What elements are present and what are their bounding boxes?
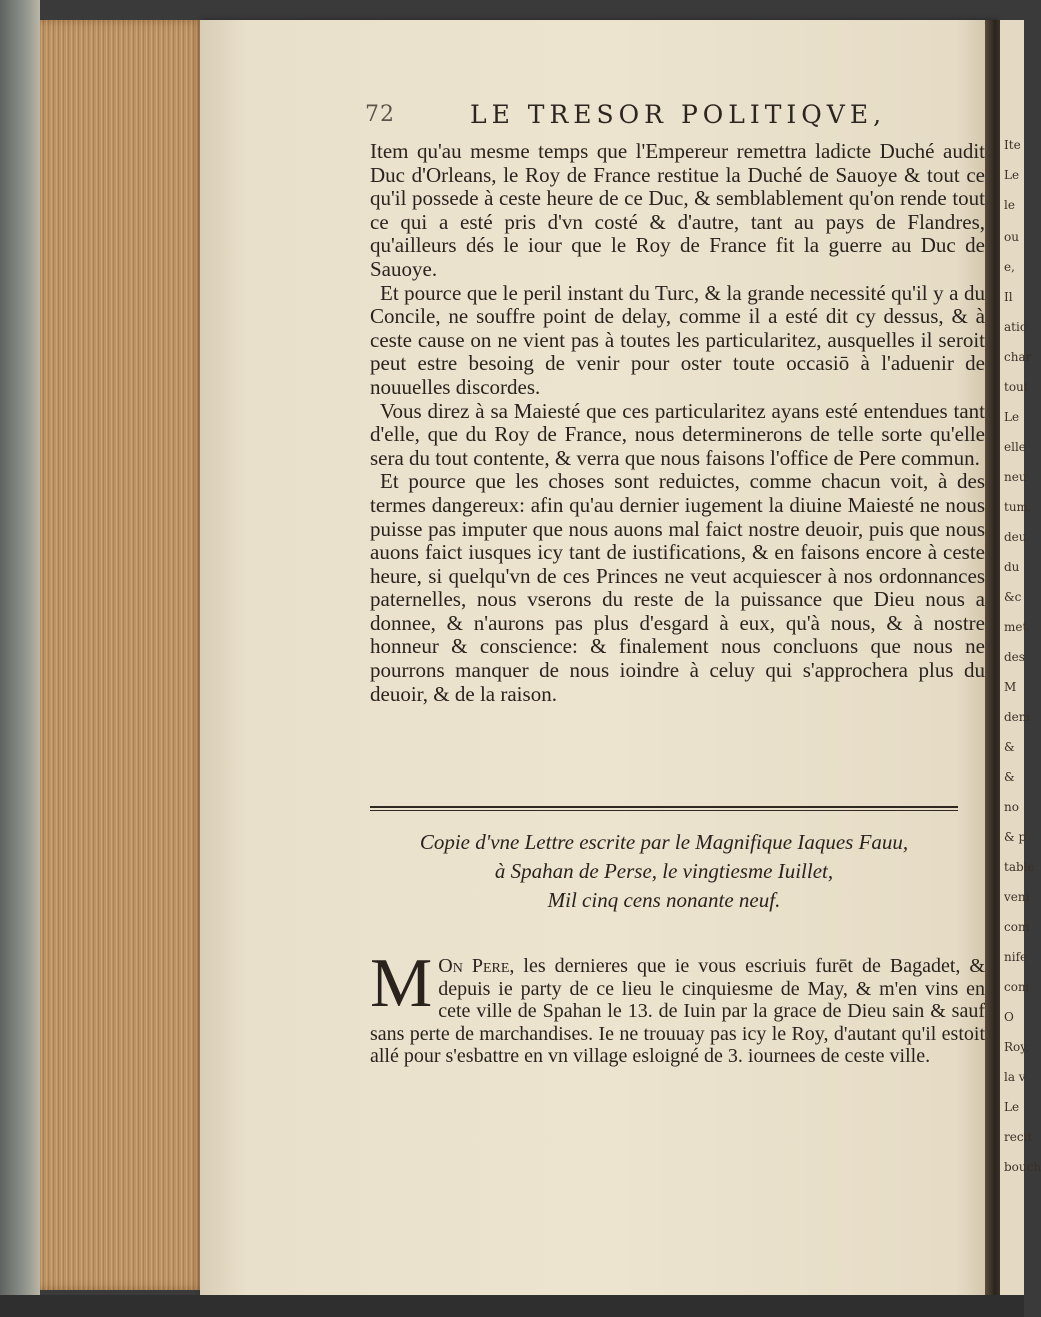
margin-fragment: veni	[1004, 890, 1030, 904]
paragraph: Item qu'au mesme temps que l'Empereur remettra ladicte Duché audit Duc d'Orleans, le Roy de France restitue la Duché de Sauoye & tout ce qu'il possede à ceste heure de ce Duc, & semblablement qu'on rende tout ce qui a esté pris d'vn costé & d'autre, tant au pays de Flandres, qu'ailleurs dés le iour que le Roy de France fit la guerre au Duc de Sauoye.	[370, 139, 985, 281]
margin-fragment: no	[1004, 800, 1019, 814]
paragraph: Vous direz à sa Maiesté que ces particularitez ayans esté entendues tant d'elle, que du Roy de France, nous determinerons de telle sorte qu'elle sera du tout contente, & verra que nous faisons l'office de Pere commun.	[370, 398, 985, 470]
margin-fragment: recit	[1004, 1130, 1033, 1144]
margin-fragment: table	[1004, 860, 1035, 874]
margin-fragment: atio	[1004, 320, 1028, 334]
right-page-fragment	[1000, 20, 1041, 1310]
heading-line: à Spahan de Perse, le vingtiesme Iuillet,	[494, 859, 834, 883]
margin-fragment: tum,	[1004, 500, 1032, 514]
margin-fragment: du	[1004, 560, 1020, 574]
margin-fragment: &	[1004, 740, 1015, 754]
margin-fragment: M	[1004, 680, 1017, 694]
scan-bottom-border	[0, 1295, 1024, 1317]
page-block-edges	[40, 20, 205, 1290]
section-rule	[370, 806, 958, 811]
letter-opening: On Pere,	[438, 955, 515, 977]
page-header	[365, 100, 985, 134]
margin-fragment: des	[1004, 650, 1025, 664]
margin-fragment: tout	[1004, 380, 1029, 394]
margin-fragment: Ite	[1004, 138, 1021, 152]
margin-fragment: met	[1004, 620, 1028, 634]
page-number: 72	[365, 102, 395, 127]
margin-fragment: Il	[1004, 290, 1013, 304]
margin-fragment: le	[1004, 198, 1015, 212]
margin-fragment: com	[1004, 980, 1030, 994]
heading-line: Copie d'vne Lettre escrite par le Magnifique Iaques Fauu,	[419, 830, 909, 854]
margin-fragment: &	[1004, 770, 1015, 784]
letter-body: les dernieres que ie vous escriuis furēt de Bagadet, & depuis ie party de ce lieu le cinquiesme de May, & m'en vins en cete ville de Spahan le 13. de Iuin par la grace de Dieu sain & sauf sans perte de marchandises. Ie ne trouuay pas icy le Roy, d'autant qu'il estoit allé pour s'esbattre en vn village esloigné de 3. iournees de ceste ville.	[370, 955, 985, 1068]
margin-fragment: Le	[1004, 410, 1020, 424]
letter-heading	[370, 828, 958, 915]
margin-fragment: neu	[1004, 470, 1027, 484]
margin-fragment: &c	[1004, 590, 1022, 604]
margin-fragment: char	[1004, 350, 1032, 364]
margin-fragment: dem	[1004, 710, 1031, 724]
margin-fragment: elle	[1004, 440, 1026, 454]
running-title: LE TRESOR POLITIQVE,	[470, 100, 887, 129]
margin-fragment: nife	[1004, 950, 1028, 964]
paragraph: Et pource que les choses sont reduictes, comme chacun voit, à des termes dangereux: afin qu'au dernier iugement la diuine Maiesté ne nous puisse pas imputer que nous auons mal faict nostre deuoir, puis que nous auons faict iusques icy tant de iustifications, & en faisons encore à ceste heure, si quelqu'vn de ces Princes ne veut acquiescer à nos ordonnances paternelles, nous vserons du reste de la puissance que Dieu nous a donnee, & n'aurons pas plus d'esgard à eux, qu'à nous, & à nostre honneur & conscience: & finalement nous concluons que nous ne pourrons manquer de nous ioindre à celuy qui s'approchera plus du deuoir, & de la raison.	[370, 469, 985, 706]
margin-fragment: O	[1004, 1010, 1014, 1024]
margin-fragment: Le	[1004, 1100, 1020, 1114]
letter-text	[370, 945, 985, 1068]
margin-fragment: e,	[1004, 260, 1015, 274]
body-text	[370, 140, 985, 706]
margin-fragment: & p	[1004, 830, 1027, 844]
drop-capital: M	[370, 945, 433, 1022]
margin-fragment: com	[1004, 920, 1030, 934]
margin-fragment: deu	[1004, 530, 1027, 544]
heading-line: Mil cinq cens nonante neuf.	[547, 888, 781, 912]
margin-fragment: ou	[1004, 230, 1019, 244]
margin-fragment: la v	[1004, 1070, 1026, 1084]
paragraph: Et pource que le peril instant du Turc, & la grande necessité qu'il y a du Concile, ne souffre point de delay, comme il a esté dit cy dessus, & à ceste cause on ne vient pas à toutes les particularitez, ausquelles il seroit peut estre besoing de venir pour oster toute occasiō à l'aduenir de nouuelles discordes.	[370, 280, 985, 399]
margin-fragment: Le	[1004, 168, 1020, 182]
book-cover-edge	[0, 0, 40, 1317]
margin-fragment: Roy,	[1004, 1040, 1030, 1054]
margin-fragment: bouch	[1004, 1160, 1041, 1174]
